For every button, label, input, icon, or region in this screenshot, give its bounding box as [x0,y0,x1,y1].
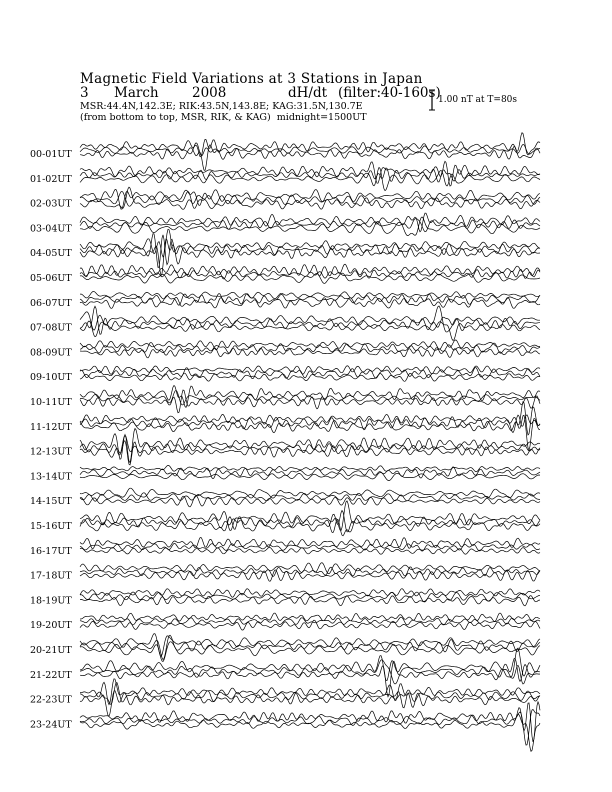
trace-rik [80,635,540,659]
trace-rik [80,658,540,684]
chart-title: Magnetic Field Variations at 3 Stations in Japan [80,71,423,87]
trace-kag [80,429,540,463]
trace-kag [80,488,540,498]
trace-msr [80,496,540,507]
trace-kag [80,613,540,621]
row-label: 04-05UT [30,248,72,260]
station-coordinates: MSR:44.4N,142.3E; RIK:43.5N,143.8E; KAG:31.5N,130.7E [80,101,363,112]
row-label: 11-12UT [30,421,72,433]
trace-msr [80,273,540,284]
quantity-label: dH/dt [288,85,328,101]
row-label: 14-15UT [30,496,72,508]
scale-bar-label: 1.00 nT at T=80s [438,95,518,105]
trace-msr [80,441,540,465]
trace-kag [80,340,540,350]
trace-kag [80,402,540,435]
row-label: 08-09UT [30,347,72,359]
date-day: 3 [80,85,89,101]
trace-kag [80,229,540,256]
trace-msr [80,661,540,696]
trace-kag [80,133,540,157]
row-label: 10-11UT [30,397,72,408]
trace-msr [80,691,540,716]
trace-kag [80,634,540,657]
trace-kag [80,679,540,705]
row-label: 09-10UT [30,372,72,384]
trace-msr [80,620,540,630]
row-label: 03-04UT [30,223,72,235]
row-label: 17-18UT [30,570,72,582]
trace-msr [80,548,540,555]
row-label: 12-13UT [30,446,72,458]
row-label: 05-06UT [30,273,72,284]
midnight-note: midnight=1500UT [276,112,367,123]
row-label: 20-21UT [30,645,72,656]
trace-rik [80,683,540,705]
trace-msr [80,714,540,751]
row-label: 01-02UT [30,173,72,185]
trace-rik [80,294,540,306]
row-label: 15-16UT [30,521,72,532]
row-label: 13-14UT [30,471,72,483]
trace-rik [80,191,540,208]
row-label: 23-24UT [30,719,72,731]
station-order-note: (from bottom to top, MSR, RIK, & KAG) [80,112,271,123]
row-label: 19-20UT [30,620,72,632]
row-label: 06-07UT [30,297,72,309]
trace-msr [80,390,540,413]
trace-rik [80,511,540,532]
trace-rik [80,306,540,334]
trace-msr [80,642,540,662]
row-label: 02-03UT [30,198,72,210]
row-label: 18-19UT [30,595,72,607]
row-label: 07-08UT [30,322,72,334]
trace-kag [80,292,540,299]
filter-label: (filter:40-160s) [338,85,441,101]
trace-kag [80,465,540,471]
trace-msr [80,373,540,381]
date-month: March [114,85,159,101]
row-label: 00-01UT [30,149,72,160]
trace-kag [80,702,540,742]
row-label: 16-17UT [30,545,72,557]
date-year: 2008 [192,85,227,101]
row-label: 21-22UT [30,669,72,681]
trace-kag [80,306,540,332]
trace-msr [80,239,540,276]
row-label: 22-23UT [30,694,72,706]
trace-kag [80,264,540,277]
